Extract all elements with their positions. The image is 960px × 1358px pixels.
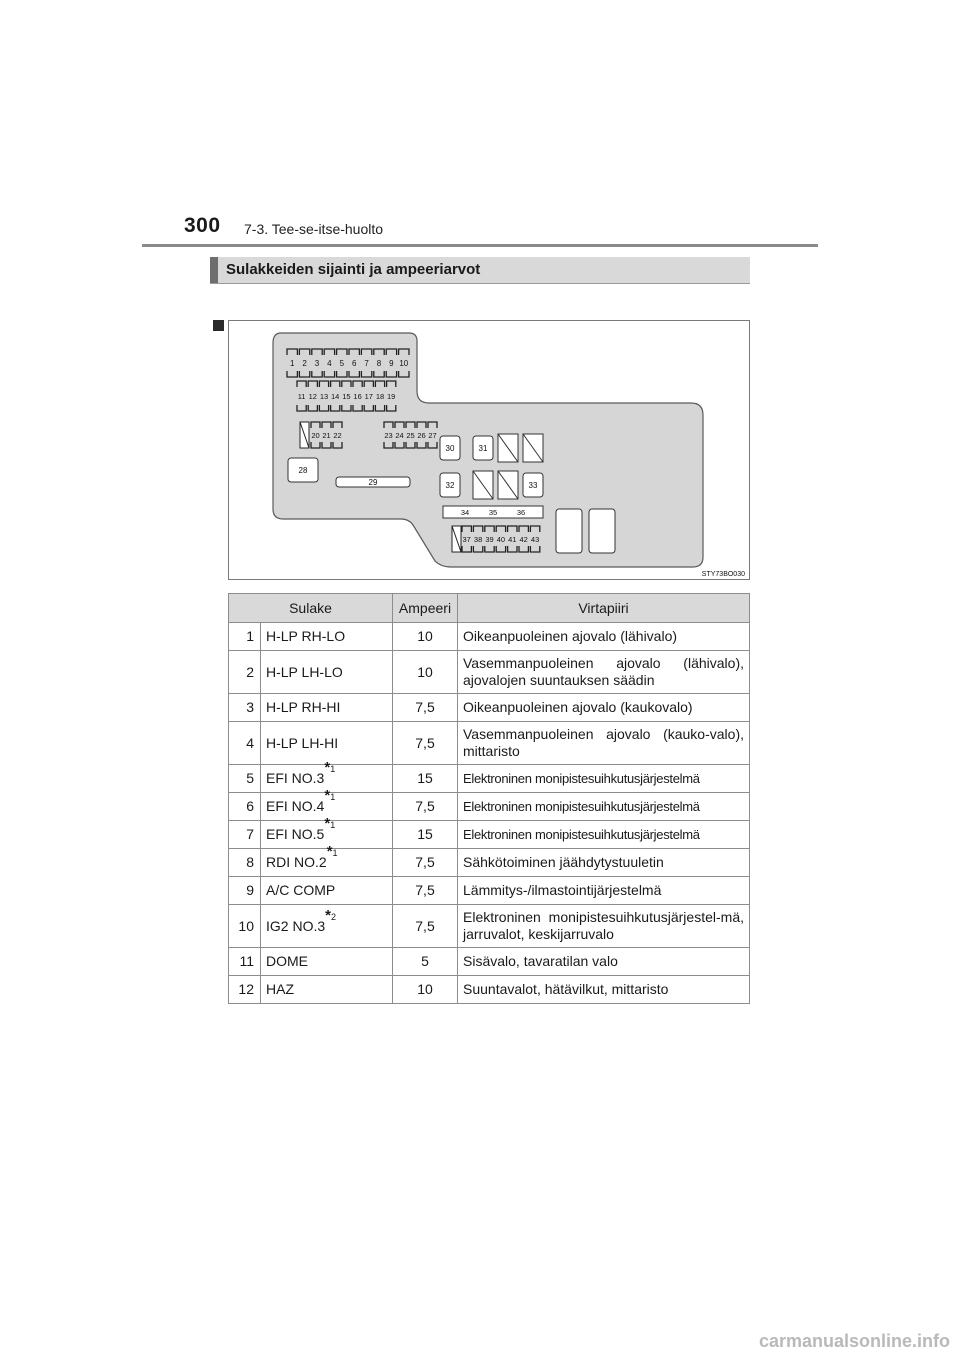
column-header-circuit: Virtapiiri	[458, 594, 750, 623]
fuse-slot-label: 18	[375, 392, 385, 401]
asterisk-icon: *	[324, 759, 331, 776]
table-row	[229, 877, 750, 905]
fuse-slot-label: 20	[311, 431, 320, 440]
relay-29-label: 29	[368, 478, 378, 487]
fuse-table	[228, 593, 750, 1004]
fuse-number: 6	[229, 793, 261, 821]
fuse-slot-label: 43	[530, 535, 540, 544]
table-row	[229, 694, 750, 722]
table-row	[229, 948, 750, 976]
fuse-slot-label: 9	[389, 359, 394, 368]
table-row	[229, 651, 750, 694]
footnote-marker	[324, 787, 336, 804]
fuse-amperage: 15	[393, 821, 458, 849]
relay-30-label: 30	[445, 444, 455, 453]
table-row	[229, 765, 750, 793]
fuse-slot-label: 7	[364, 359, 369, 368]
fuse-name	[261, 651, 393, 694]
fuse-name-text: EFI NO.3	[266, 770, 325, 786]
fuse-number: 2	[229, 651, 261, 694]
fuse-amperage: 7,5	[393, 877, 458, 905]
column-header-amp: Ampeeri	[393, 594, 458, 623]
fuse-slot-label: 16	[353, 392, 362, 401]
square-bullet-icon	[213, 320, 224, 331]
fuse-name-text: IG2 NO.3	[266, 917, 326, 934]
fuse-amperage: 7,5	[393, 694, 458, 722]
footnote-marker	[326, 843, 338, 860]
section-title: Sulakkeiden sijainti ja ampeeriarvot	[226, 261, 481, 278]
fuse-name-text: H-LP RH-LO	[266, 628, 346, 644]
fuse-circuit: Vasemmanpuoleinen ajovalo (lähivalo), ajovalojen suuntauksen säädin	[458, 651, 750, 694]
fuse-name-text: H-LP LH-LO	[266, 663, 343, 680]
chapter-title: 7-3. Tee-se-itse-huolto	[244, 221, 384, 237]
asterisk-icon: *	[325, 906, 331, 924]
page-number: 300	[184, 214, 221, 237]
fuse-slot-label: 21	[322, 431, 331, 440]
fuse-slot-label: 11	[297, 392, 306, 401]
fuse-name	[261, 905, 393, 948]
fuse-name	[261, 694, 393, 722]
fuse-slot-label: 38	[473, 535, 483, 544]
header-rule	[142, 244, 818, 247]
fuse-number: 5	[229, 765, 261, 793]
fuse-circuit: Suuntavalot, hätävilkut, mittaristo	[458, 976, 750, 1004]
section-title-bar	[210, 257, 750, 284]
fuse-amperage: 7,5	[393, 905, 458, 948]
figure-code: STY73BO030	[701, 571, 745, 578]
fuse-amperage: 5	[393, 948, 458, 976]
fuse-box-diagram	[228, 320, 750, 580]
fuse-slot-label: 22	[333, 431, 342, 440]
table-row	[229, 849, 750, 877]
fuse-circuit: Vasemmanpuoleinen ajovalo (kauko-valo), mittaristo	[458, 722, 750, 765]
table-header-row	[229, 594, 750, 623]
fuse-amperage: 10	[393, 651, 458, 694]
fuse-slot-label: 17	[364, 392, 373, 401]
fuse-name	[261, 843, 393, 877]
fuse-circuit: Oikeanpuoleinen ajovalo (lähivalo)	[458, 623, 750, 651]
fuse-slot-label: 34	[460, 508, 470, 517]
fuse-slot-label: 24	[395, 431, 404, 440]
fuse-name-text: DOME	[266, 953, 308, 969]
fuse-slot-label: 41	[508, 535, 517, 544]
fuse-circuit: Elektroninen monipistesuihkutusjärjestelmä	[458, 765, 750, 793]
table-row	[229, 793, 750, 821]
fuse-slot-label: 23	[384, 431, 393, 440]
fuse-slot-label: 39	[485, 535, 494, 544]
fuse-name	[261, 623, 393, 651]
relay-31-label: 31	[478, 444, 488, 453]
fuse-slot-label: 15	[342, 392, 351, 401]
fuse-number: 7	[229, 821, 261, 849]
fuse-slot-label: 2	[302, 359, 307, 368]
fuse-name	[261, 877, 393, 905]
fuse-slot-label: 5	[339, 359, 345, 368]
fuse-number: 1	[229, 623, 261, 651]
fuse-slot-label: 27	[428, 431, 437, 440]
fuse-name-text: H-LP LH-HI	[266, 734, 339, 751]
fuse-name-text: EFI NO.4	[266, 798, 325, 814]
footnote-number: 1	[330, 820, 336, 830]
fuse-slot-label: 26	[417, 431, 426, 440]
fuse-circuit: Elektroninen monipistesuihkutusjärjestelmä	[458, 821, 750, 849]
fuse-box-drawing	[229, 321, 751, 581]
fuse-circuit: Oikeanpuoleinen ajovalo (kaukovalo)	[458, 694, 750, 722]
fuse-slot-label: 35	[488, 508, 498, 517]
fuse-slot-label: 42	[519, 535, 528, 544]
fuse-slot-label: 4	[327, 359, 332, 368]
fuse-name	[261, 976, 393, 1004]
fuse-name-text: HAZ	[266, 981, 294, 997]
footnote-number: 1	[330, 764, 336, 774]
fuse-number: 10	[229, 905, 261, 948]
fuse-name-text: A/C COMP	[266, 882, 336, 898]
fuse-slot-label: 10	[399, 359, 409, 368]
footnote-marker	[324, 759, 336, 776]
fuse-circuit: Sisävalo, tavaratilan valo	[458, 948, 750, 976]
fuse-slot-label: 6	[351, 359, 357, 368]
asterisk-icon: *	[326, 843, 333, 860]
fuse-number: 12	[229, 976, 261, 1004]
fuse-number: 4	[229, 722, 261, 765]
footnote-marker	[325, 906, 336, 924]
footnote-number: 1	[332, 848, 338, 858]
fuse-slot-label: 13	[319, 392, 329, 401]
fuse-amperage: 7,5	[393, 793, 458, 821]
relay-33-label: 33	[528, 481, 538, 490]
fuse-slot-label: 12	[308, 392, 317, 401]
fuse-name	[261, 948, 393, 976]
relay-32-label: 32	[445, 481, 455, 490]
fuse-name-text: H-LP RH-HI	[266, 699, 341, 715]
table-body	[229, 623, 750, 1004]
section-tab-marker	[210, 257, 218, 283]
column-header-fuse: Sulake	[229, 594, 393, 623]
fuse-slot-label: 14	[331, 392, 340, 401]
fuse-name-text: EFI NO.5	[266, 826, 325, 842]
fuse-amperage: 7,5	[393, 722, 458, 765]
table-row	[229, 976, 750, 1004]
footnote-number: 2	[330, 911, 336, 922]
fusible-link-block	[589, 509, 615, 553]
footnote-marker	[324, 815, 336, 832]
fuse-circuit: Lämmitys-/ilmastointijärjestelmä	[458, 877, 750, 905]
fuse-slot-label: 1	[289, 359, 295, 368]
table-row	[229, 905, 750, 948]
fuse-number: 9	[229, 877, 261, 905]
fuse-number: 11	[229, 948, 261, 976]
fuse-slot-label: 3	[314, 359, 320, 368]
fuse-circuit: Elektroninen monipistesuihkutusjärjestelmä	[458, 793, 750, 821]
fuse-number: 8	[229, 849, 261, 877]
table-row	[229, 722, 750, 765]
fuse-amperage: 10	[393, 976, 458, 1004]
fuse-amperage: 10	[393, 623, 458, 651]
fuse-slot-label: 37	[462, 535, 471, 544]
asterisk-icon: *	[324, 815, 331, 832]
watermark: carmanualsonline.info	[758, 1331, 950, 1351]
asterisk-icon: *	[324, 787, 331, 804]
fuse-amperage: 7,5	[393, 849, 458, 877]
fuse-amperage: 15	[393, 765, 458, 793]
fuse-slot-label: 40	[496, 535, 506, 544]
footnote-number: 1	[330, 792, 336, 802]
fuse-slot-label: 36	[516, 508, 526, 517]
fuse-number: 3	[229, 694, 261, 722]
fuse-circuit: Sähkötoiminen jäähdytystuuletin	[458, 849, 750, 877]
fuse-slot-label: 25	[406, 431, 415, 440]
fusible-link-block	[556, 509, 582, 553]
fuse-slot-label: 8	[376, 359, 382, 368]
relay-28-label: 28	[298, 466, 308, 475]
table-row	[229, 821, 750, 849]
fuse-circuit: Elektroninen monipistesuihkutusjärjestel-mä, jarruvalot, keskijarruvalo	[458, 905, 750, 948]
fuse-name-text: RDI NO.2	[266, 854, 327, 870]
fuse-slot-label: 19	[387, 392, 396, 401]
table-row	[229, 623, 750, 651]
